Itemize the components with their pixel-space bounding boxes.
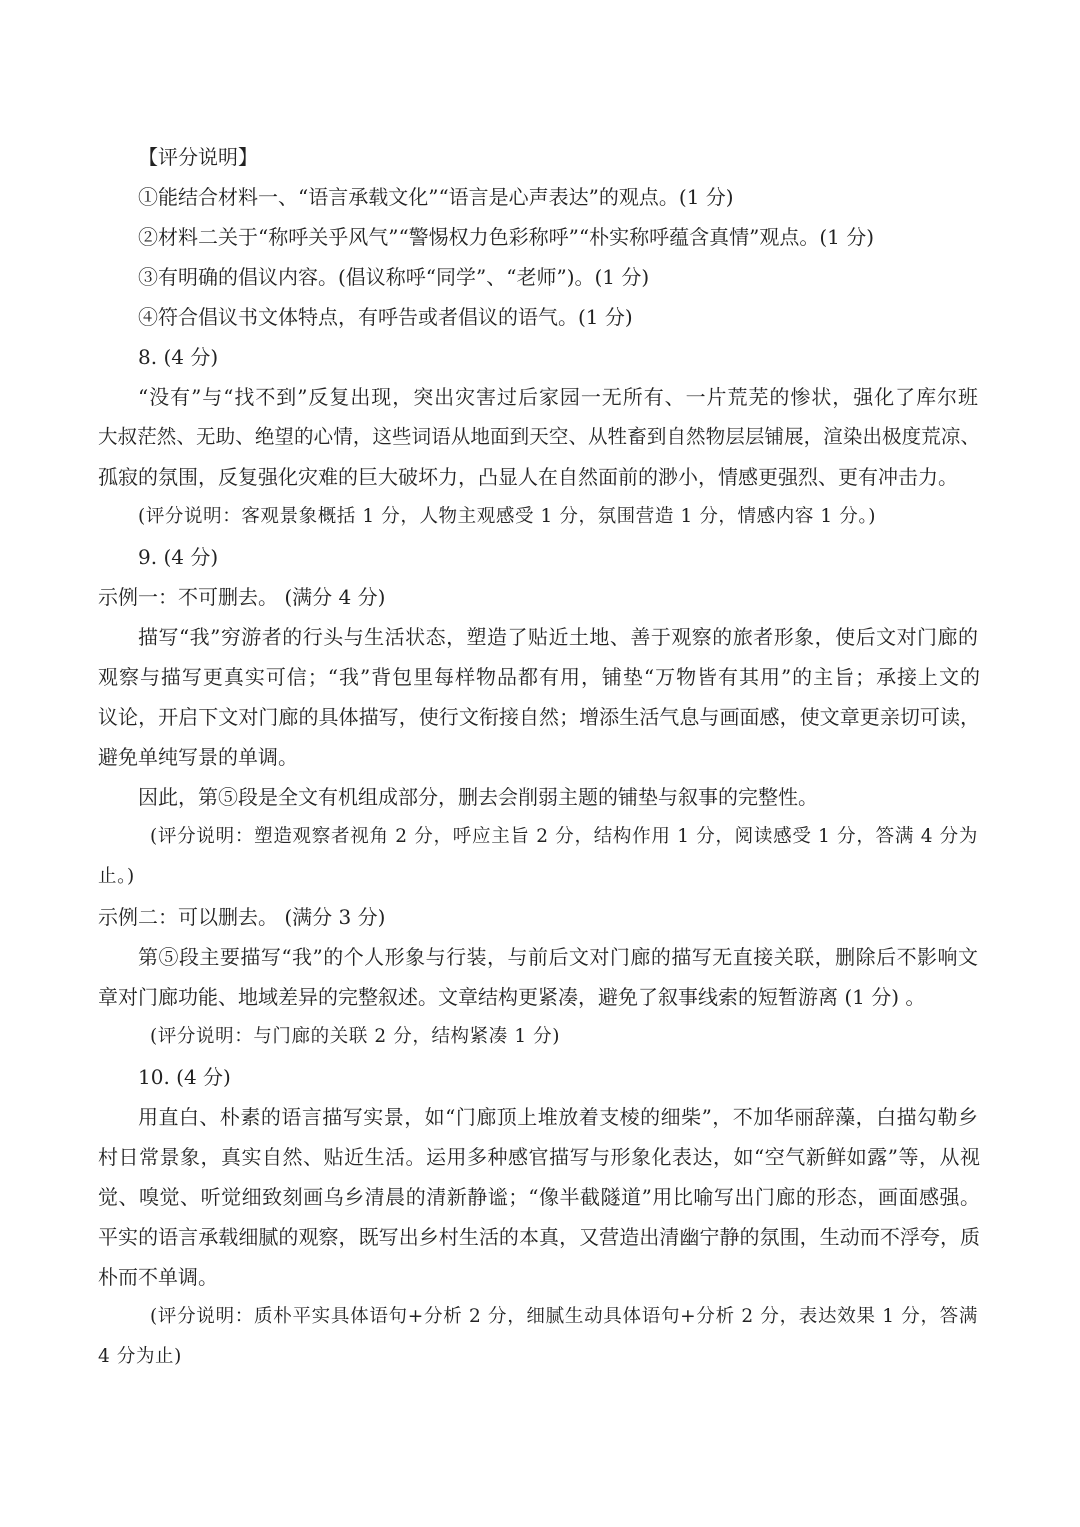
question-10-answer-line: 觉、嗅觉、听觉细致刻画乌乡清晨的清新静谧；“像半截隧道”用比喻写出门廊的形态，画面感强。 xyxy=(98,1185,980,1209)
example-1-heading: 示例一：不可删去。 (满分 4 分) xyxy=(98,585,386,609)
question-10-answer-line: 村日常景象，真实自然、贴近生活。运用多种感官描写与形象化表达，如“空气新鲜如露”等，从视 xyxy=(98,1145,980,1169)
example-2-scoring-note: (评分说明：与门廊的关联 2 分，结构紧凑 1 分) xyxy=(150,1026,561,1047)
scoring-notes-heading: 【评分说明】 xyxy=(138,145,258,169)
example-1-answer-line: 观察与描写更真实可信；“我”背包里每样物品都有用，铺垫“万物皆有其用”的主旨；承接上文的 xyxy=(98,665,980,689)
scoring-item-3: ③有明确的倡议内容。(倡议称呼“同学”、“老师”)。(1 分) xyxy=(138,265,650,289)
scoring-item-1: ①能结合材料一、“语言承载文化”“语言是心声表达”的观点。(1 分) xyxy=(138,185,734,209)
question-10-answer-line: 平实的语言承载细腻的观察，既写出乡村生活的本真，又营造出清幽宁静的氛围，生动而不浮夸，质 xyxy=(98,1225,980,1249)
question-10-heading: 10. (4 分) xyxy=(138,1065,231,1089)
example-1-answer-line: 避免单纯写景的单调。 xyxy=(98,745,298,769)
scoring-item-4: ④符合倡议书文体特点，有呼告或者倡议的语气。(1 分) xyxy=(138,305,633,329)
example-1-scoring-note-end: 止。) xyxy=(98,866,135,887)
question-8-heading: 8. (4 分) xyxy=(138,345,219,369)
example-1-answer-line: 描写“我”穷游者的行头与生活状态，塑造了贴近土地、善于观察的旅者形象，使后文对门廊的 xyxy=(138,625,978,649)
example-2-answer-line: 第⑤段主要描写“我”的个人形象与行装，与前后文对门廊的描写无直接关联，删除后不影响文 xyxy=(138,945,978,969)
example-1-answer-line: 议论，开启下文对门廊的具体描写，使行文衔接自然；增添生活气息与画面感，使文章更亲切可读， xyxy=(98,705,980,729)
question-10-scoring-note-end: 4 分为止) xyxy=(98,1346,182,1367)
question-10-answer-line: 朴而不单调。 xyxy=(98,1265,218,1289)
question-8-answer-line: “没有”与“找不到”反复出现，突出灾害过后家园一无所有、一片荒芜的惨状，强化了库尔班 xyxy=(138,385,978,409)
scoring-item-2: ②材料二关于“称呼关乎风气”“警惕权力色彩称呼”“朴实称呼蕴含真情”观点。(1 分) xyxy=(138,225,875,249)
question-10-answer-line: 用直白、朴素的语言描写实景，如“门廊顶上堆放着支棱的细柴”，不加华丽辞藻，白描勾勒乡 xyxy=(138,1105,978,1129)
question-8-scoring-note: (评分说明：客观景象概括 1 分，人物主观感受 1 分，氛围营造 1 分，情感内容 1 分。) xyxy=(138,506,877,527)
question-8-answer-line: 大叔茫然、无助、绝望的心情，这些词语从地面到天空、从牲畜到自然物层层铺展，渲染出极度荒凉、 xyxy=(98,425,980,448)
example-2-answer-line: 章对门廊功能、地域差异的完整叙述。文章结构更紧凑，避免了叙事线索的短暂游离 (1 分) 。 xyxy=(98,985,926,1009)
question-9-heading: 9. (4 分) xyxy=(138,545,219,569)
example-2-heading: 示例二：可以删去。 (满分 3 分) xyxy=(98,905,386,929)
example-1-scoring-note: (评分说明：塑造观察者视角 2 分，呼应主旨 2 分，结构作用 1 分，阅读感受 1 分，答满 4 分为 xyxy=(150,826,978,847)
question-8-answer-line: 孤寂的氛围，反复强化灾难的巨大破坏力，凸显人在自然面前的渺小，情感更强烈、更有冲击力。 xyxy=(98,465,958,489)
example-1-conclusion: 因此，第⑤段是全文有机组成部分，删去会削弱主题的铺垫与叙事的完整性。 xyxy=(138,785,818,809)
question-10-scoring-note: (评分说明：质朴平实具体语句+分析 2 分，细腻生动具体语句+分析 2 分，表达效果 1 分，答满 xyxy=(150,1306,978,1327)
